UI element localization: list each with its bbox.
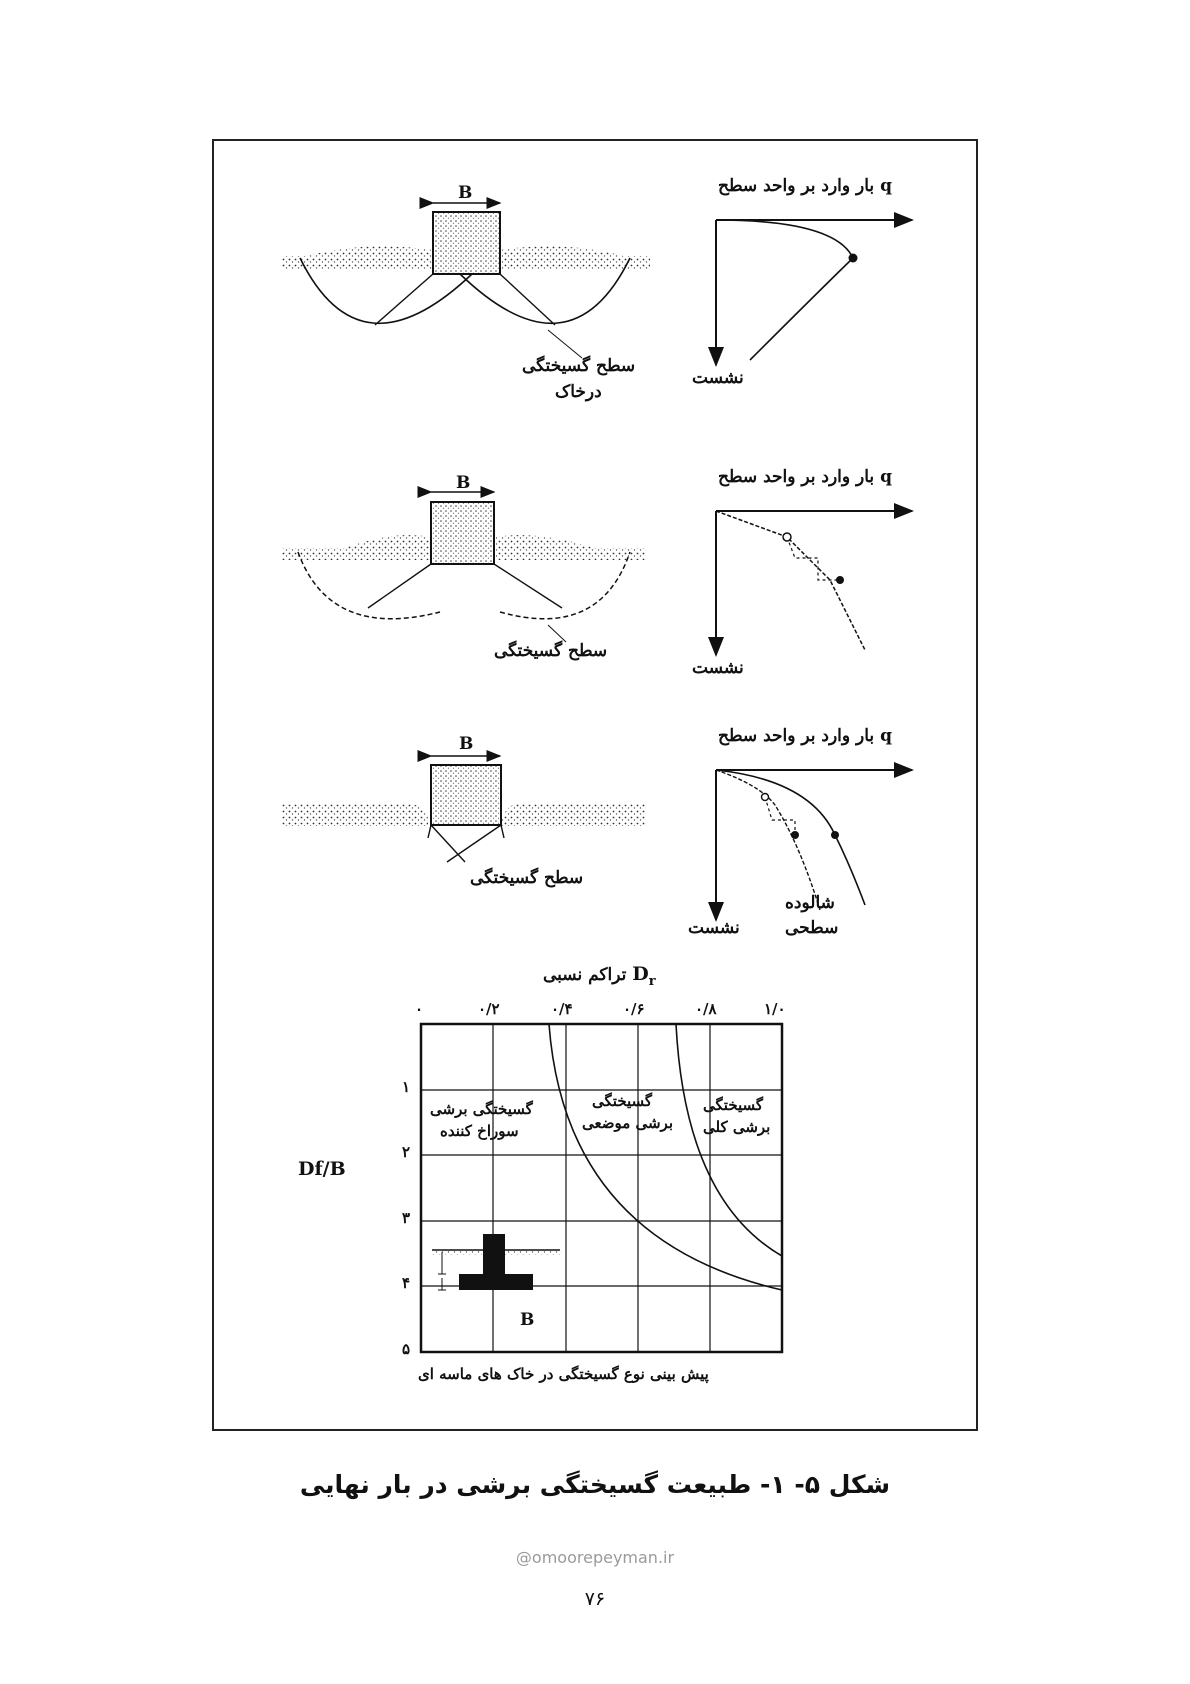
panel2-failure-surface-label: سطح گسیختگی (494, 641, 608, 661)
chart-top-tick-5: ۱/۰ (764, 1000, 786, 1018)
region-local-label: گسیختگی (592, 1092, 653, 1110)
region-punching-label-2: سوراخ کننده (440, 1122, 519, 1140)
panel2-footing-width-label: B (456, 473, 471, 493)
chart-top-axis-title (543, 963, 656, 989)
region-general-label: گسیختگی (703, 1096, 764, 1114)
panel2-footing-diagram (282, 492, 646, 642)
figure-caption: شکل ۵- ۱- طبیعت گسیختگی برشی در بار نهایی (299, 1470, 891, 1499)
chart-bottom-caption: پیش بینی نوع گسیختگی در خاک های ماسه ای (418, 1365, 709, 1383)
panel3-load-axis-title: q بار وارد بر واحد سطح (718, 726, 892, 746)
chart-left-axis-symbol: Df/B (298, 1158, 346, 1180)
panel1-footing-width-label: B (458, 183, 473, 203)
panel1-load-settlement-curve (716, 220, 912, 365)
panel1-load-axis-title: q بار وارد بر واحد سطح (718, 176, 892, 196)
chart-left-tick-2: ۲ (402, 1143, 411, 1161)
chart-left-tick-1: ۱ (402, 1078, 411, 1096)
chart-left-tick-5: ۵ (402, 1340, 411, 1358)
panel3-footing-type-label-2: سطحی (785, 918, 839, 938)
panel1-failure-surface-label: سطح گسیختگی (522, 356, 636, 376)
panel1-settlement-label: نشست (692, 368, 744, 388)
chart-top-tick-0: ۰ (415, 1000, 424, 1018)
panel1-footing-diagram (282, 203, 650, 358)
panel2-load-axis-title: q بار وارد بر واحد سطح (718, 467, 892, 487)
panel3-settlement-label: نشست (688, 918, 740, 938)
failure-mode-chart (421, 1024, 782, 1352)
panel3-footing-diagram (282, 756, 646, 862)
chart-top-axis-title-text: تراکم نسبی (543, 965, 627, 985)
page-number: ۷۶ (584, 1588, 606, 1610)
panel3-footing-width-label: B (459, 734, 474, 754)
region-local-label-2: برشی موضعی (582, 1114, 674, 1132)
region-general-label-2: برشی کلی (703, 1118, 771, 1136)
panel2-load-settlement-curve (716, 511, 912, 655)
panel3-failure-surface-label: سطح گسیختگی (470, 868, 584, 888)
chart-top-axis-symbol: $D_r$ (632, 963, 656, 989)
chart-top-tick-2: ۰/۴ (551, 1000, 573, 1018)
inset-footing-label: B (520, 1310, 535, 1330)
chart-left-tick-4: ۴ (402, 1274, 411, 1292)
panel3-footing-type-label: شالوده (785, 893, 835, 913)
chart-top-tick-4: ۰/۸ (695, 1000, 717, 1018)
chart-left-tick-3: ۳ (402, 1209, 411, 1227)
chart-top-tick-1: ۰/۲ (478, 1000, 500, 1018)
region-punching-label: گسیختگی برشی (430, 1100, 533, 1118)
panel1-failure-surface-label-2: درخاک (555, 382, 602, 402)
chart-top-tick-3: ۰/۶ (623, 1000, 645, 1018)
panel2-settlement-label: نشست (692, 658, 744, 678)
watermark-site: @omoorepeyman.ir (515, 1548, 675, 1567)
